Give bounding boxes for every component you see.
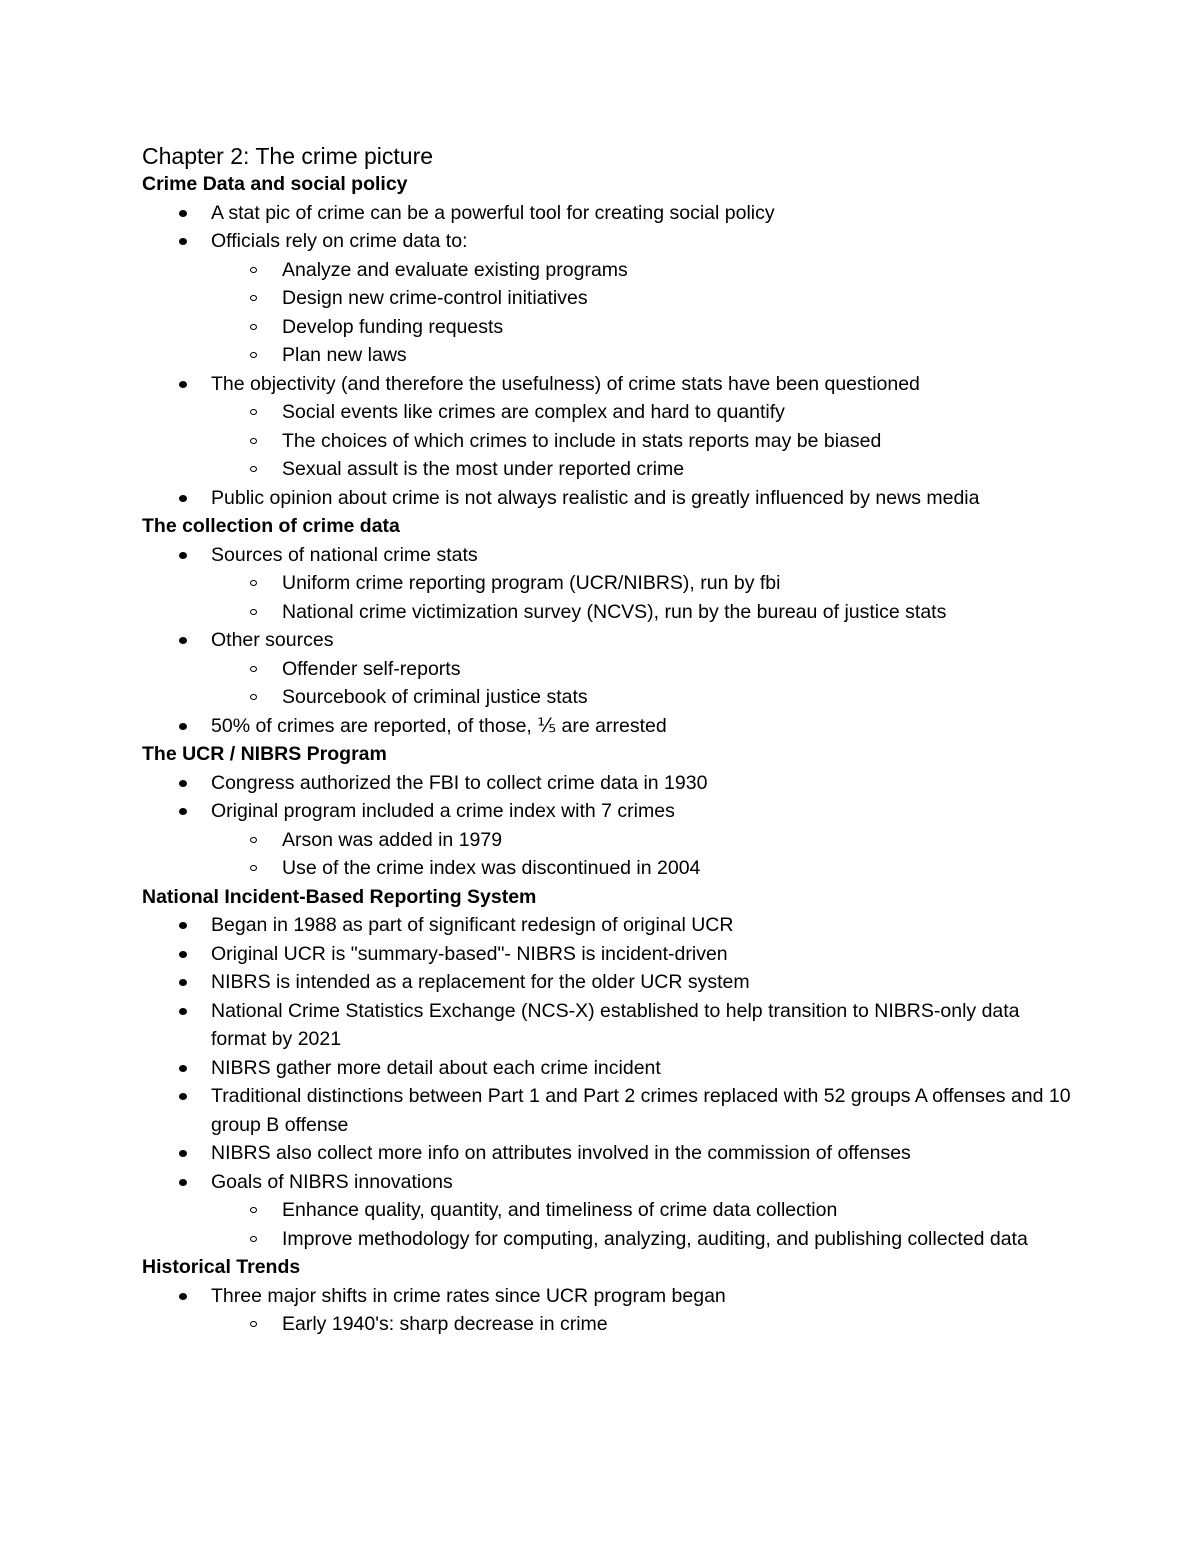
sub-list-item xyxy=(142,1310,1072,1339)
sub-list-item xyxy=(142,455,1072,484)
sub-list-item-text: Analyze and evaluate existing programs xyxy=(282,258,628,281)
list-item xyxy=(142,797,1072,826)
list-item-text: Congress authorized the FBI to collect crime data in 1930 xyxy=(211,771,708,794)
list-item-text: Traditional distinctions between Part 1 and Part 2 crimes replaced with 52 groups A offenses and 10 group B offense xyxy=(211,1085,1071,1136)
list-item-text: Began in 1988 as part of significant redesign of original UCR xyxy=(211,914,734,936)
bullet-circle-icon xyxy=(250,609,257,615)
bullet-disc-icon xyxy=(179,238,187,245)
list-item xyxy=(142,370,1072,399)
list-item-text: Sources of national crime stats xyxy=(211,543,478,566)
bullet-disc-icon xyxy=(179,210,187,217)
section xyxy=(142,740,1072,883)
list-item-text: 50% of crimes are reported, of those, ⅕ are arrested xyxy=(211,714,667,737)
list-item-text: Goals of NIBRS innovations xyxy=(211,1170,453,1193)
sub-list-item-text: Early 1940's: sharp decrease in crime xyxy=(282,1313,608,1335)
section-heading: Crime Data and social policy xyxy=(142,173,408,195)
list-item xyxy=(142,1168,1072,1197)
sub-list-item xyxy=(142,398,1072,427)
section xyxy=(142,512,1072,740)
bullet-disc-icon xyxy=(179,1293,187,1300)
sub-list-item-text: Uniform crime reporting program (UCR/NIBRS), run by fbi xyxy=(282,572,781,594)
bullet-circle-icon xyxy=(250,865,257,871)
sub-list-item-text: Plan new laws xyxy=(282,344,407,366)
list-item xyxy=(142,968,1072,997)
list-item xyxy=(142,911,1072,940)
bullet-disc-icon xyxy=(179,723,187,730)
list-item-text: A stat pic of crime can be a powerful tool for creating social policy xyxy=(211,201,775,224)
bullet-disc-icon xyxy=(179,808,187,815)
list-item-text: Original UCR is "summary-based"- NIBRS is incident-driven xyxy=(211,942,728,965)
sub-list-item xyxy=(142,655,1072,684)
page-title: Chapter 2: The crime picture xyxy=(142,143,434,169)
bullet-list xyxy=(142,911,1072,1253)
sub-list-item xyxy=(142,284,1072,313)
list-item xyxy=(142,997,1072,1054)
bullet-circle-icon xyxy=(250,324,257,330)
bullet-circle-icon xyxy=(250,694,257,700)
bullet-circle-icon xyxy=(250,580,257,586)
sub-list-item xyxy=(142,1225,1072,1254)
sub-list-item-text: Sourcebook of criminal justice stats xyxy=(282,686,588,708)
bullet-circle-icon xyxy=(250,438,257,444)
bullet-list xyxy=(142,1282,1072,1339)
bullet-disc-icon xyxy=(179,922,187,929)
list-item xyxy=(142,199,1072,228)
list-item xyxy=(142,1282,1072,1311)
bullet-circle-icon xyxy=(250,666,257,672)
list-item-text: The objectivity (and therefore the usefulness) of crime stats have been questioned xyxy=(211,372,920,395)
bullet-disc-icon xyxy=(179,979,187,986)
sub-list-item xyxy=(142,683,1072,712)
bullet-disc-icon xyxy=(179,495,187,502)
section xyxy=(142,883,1072,1254)
bullet-disc-icon xyxy=(179,1093,187,1100)
list-item xyxy=(142,626,1072,655)
bullet-circle-icon xyxy=(250,1236,257,1242)
bullet-disc-icon xyxy=(179,1179,187,1186)
list-item-text: NIBRS gather more detail about each crime incident xyxy=(211,1056,661,1079)
sub-list-item xyxy=(142,1196,1072,1225)
bullet-list xyxy=(142,769,1072,883)
bullet-disc-icon xyxy=(179,1150,187,1157)
section-heading: National Incident-Based Reporting System xyxy=(142,885,537,908)
sub-list-item-text: Improve methodology for computing, analyzing, auditing, and publishing collected data xyxy=(282,1227,1028,1250)
list-item xyxy=(142,769,1072,798)
sub-list-item xyxy=(142,313,1072,342)
list-item-text: Original program included a crime index with 7 crimes xyxy=(211,800,675,822)
bullet-circle-icon xyxy=(250,1321,257,1327)
sub-list-item xyxy=(142,341,1072,370)
bullet-list xyxy=(142,199,1072,513)
document-body xyxy=(142,142,1072,1339)
list-item xyxy=(142,541,1072,570)
list-item-text: Three major shifts in crime rates since UCR program began xyxy=(211,1284,726,1307)
bullet-circle-icon xyxy=(250,466,257,472)
list-item-text: NIBRS also collect more info on attributes involved in the commission of offenses xyxy=(211,1142,911,1164)
list-item xyxy=(142,940,1072,969)
bullet-circle-icon xyxy=(250,295,257,301)
list-item xyxy=(142,484,1072,513)
list-item-text: Officials rely on crime data to: xyxy=(211,230,468,252)
sub-list-item-text: Social events like crimes are complex and hard to quantify xyxy=(282,401,785,423)
list-item-text: Other sources xyxy=(211,629,334,651)
section-heading: The UCR / NIBRS Program xyxy=(142,743,387,765)
bullet-circle-icon xyxy=(250,352,257,358)
section-heading: Historical Trends xyxy=(142,1256,301,1278)
list-item-text: Public opinion about crime is not always realistic and is greatly influenced by news media xyxy=(211,486,980,509)
bullet-disc-icon xyxy=(179,637,187,644)
list-item-text: National Crime Statistics Exchange (NCS-X) established to help transition to NIBRS-only data format by 2021 xyxy=(211,999,1020,1050)
bullet-disc-icon xyxy=(179,552,187,559)
sub-list-item xyxy=(142,427,1072,456)
sub-list-item-text: Enhance quality, quantity, and timeliness of crime data collection xyxy=(282,1199,838,1221)
sub-list-item-text: Arson was added in 1979 xyxy=(282,828,503,851)
sub-list-item xyxy=(142,854,1072,883)
bullet-list xyxy=(142,541,1072,741)
list-item xyxy=(142,1082,1072,1139)
section xyxy=(142,1253,1072,1339)
sub-list-item-text: The choices of which crimes to include in stats reports may be biased xyxy=(282,429,882,452)
list-item xyxy=(142,1139,1072,1168)
bullet-disc-icon xyxy=(179,1065,187,1072)
list-item xyxy=(142,712,1072,741)
sub-list-item-text: National crime victimization survey (NCVS), run by the bureau of justice stats xyxy=(282,600,947,623)
sub-list-item-text: Use of the crime index was discontinued in 2004 xyxy=(282,857,701,879)
bullet-disc-icon xyxy=(179,381,187,388)
sub-list-item xyxy=(142,569,1072,598)
bullet-disc-icon xyxy=(179,951,187,958)
section-heading: The collection of crime data xyxy=(142,515,400,537)
sub-list-item-text: Offender self-reports xyxy=(282,657,461,680)
bullet-disc-icon xyxy=(179,1008,187,1015)
sub-list-item-text: Design new crime-control initiatives xyxy=(282,287,588,309)
sub-list-item xyxy=(142,598,1072,627)
sub-list-item xyxy=(142,256,1072,285)
bullet-circle-icon xyxy=(250,267,257,273)
bullet-circle-icon xyxy=(250,1207,257,1213)
list-item xyxy=(142,227,1072,256)
sub-list-item-text: Develop funding requests xyxy=(282,315,504,338)
sub-list-item xyxy=(142,826,1072,855)
bullet-circle-icon xyxy=(250,837,257,843)
bullet-disc-icon xyxy=(179,780,187,787)
sections-container xyxy=(142,170,1072,1339)
section xyxy=(142,170,1072,512)
list-item xyxy=(142,1054,1072,1083)
list-item-text: NIBRS is intended as a replacement for the older UCR system xyxy=(211,971,750,993)
sub-list-item-text: Sexual assult is the most under reported crime xyxy=(282,458,685,480)
bullet-circle-icon xyxy=(250,409,257,415)
